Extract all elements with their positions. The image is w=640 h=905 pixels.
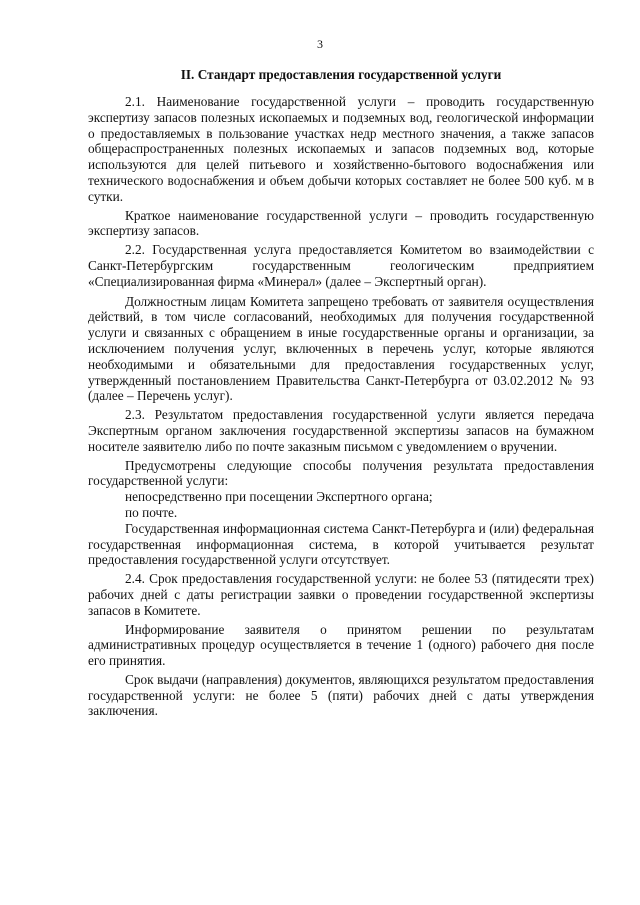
list-item-method-2: по почте. (125, 504, 178, 520)
paragraph-issue-term: Срок выдачи (направления) документов, являющихся результатом предоставления государственной услуги: не более 5 (пяти) рабочих дней с даты утверждения заключения. (88, 671, 594, 719)
section-title: II. Стандарт предоставления государственной услуги (180, 67, 502, 82)
document-body (88, 94, 594, 722)
paragraph-2-2: 2.2. Государственная услуга предоставляется Комитетом во взаимодействии с Санкт-Петербургским государственным геологическим предприятием «Специализированная фирма «Минерал» (далее – Экспертный орган). (88, 242, 594, 289)
paragraph-informing: Информирование заявителя о принятом решении по результатам административных процедур осуществляется в течение 1 (одного) рабочего дня после его принятия. (88, 621, 594, 669)
paragraph-2-4: 2.4. Срок предоставления государственной услуги: не более 53 (пятидесяти трех) рабочих дней с даты регистрации заявки о проведении государственной экспертизы запасов в Комитете. (88, 571, 594, 618)
paragraph-short-name: Краткое наименование государственной услуги – проводить государственную экспертизу запасов. (88, 207, 594, 239)
paragraph-info-system: Государственная информационная система Санкт-Петербурга и (или) федеральная государственная информационная система, в которой учитывается результат предоставления государственной услуги отсутствует. (88, 520, 594, 568)
paragraph-2-3: 2.3. Результатом предоставления государственной услуги является передача Экспертным органом заключения государственной экспертизы запасов на бумажном носителе заявителю либо по почте заказным письмом с уведомлением о вручении. (88, 407, 594, 454)
page-number: 3 (317, 37, 323, 51)
paragraph-methods: Предусмотрены следующие способы получения результата предоставления государственной услуги: (88, 457, 594, 489)
paragraph-prohibition: Должностным лицам Комитета запрещено требовать от заявителя осуществления действий, в том числе согласований, необходимых для получения государственной услуги и связанных с обращением в иные государственные органы и организации, за исключением получения услуг, включенных в перечень услуг, которые являются необходимыми и обязательными для предоставления государственных услуг, утвержденный постановлением Правительства Санкт-Петербурга от 03.02.2012 № 93 (далее – Перечень услуг). (88, 293, 594, 404)
list-item-method-1: непосредственно при посещении Экспертного органа; (125, 489, 433, 505)
paragraph-2-1: 2.1. Наименование государственной услуги – проводить государственную экспертизу запасов полезных ископаемых и подземных вод, геологической информации о предоставляемых в пользование участках недр местного значения, а также запасов общераспространенных полезных ископаемых и запасов подземных вод, которые используются для целей питьевого и хозяйственно-бытового водоснабжения или технического водоснабжения и объем добычи которых составляет не более 500 куб. м в сутки. (88, 94, 594, 204)
